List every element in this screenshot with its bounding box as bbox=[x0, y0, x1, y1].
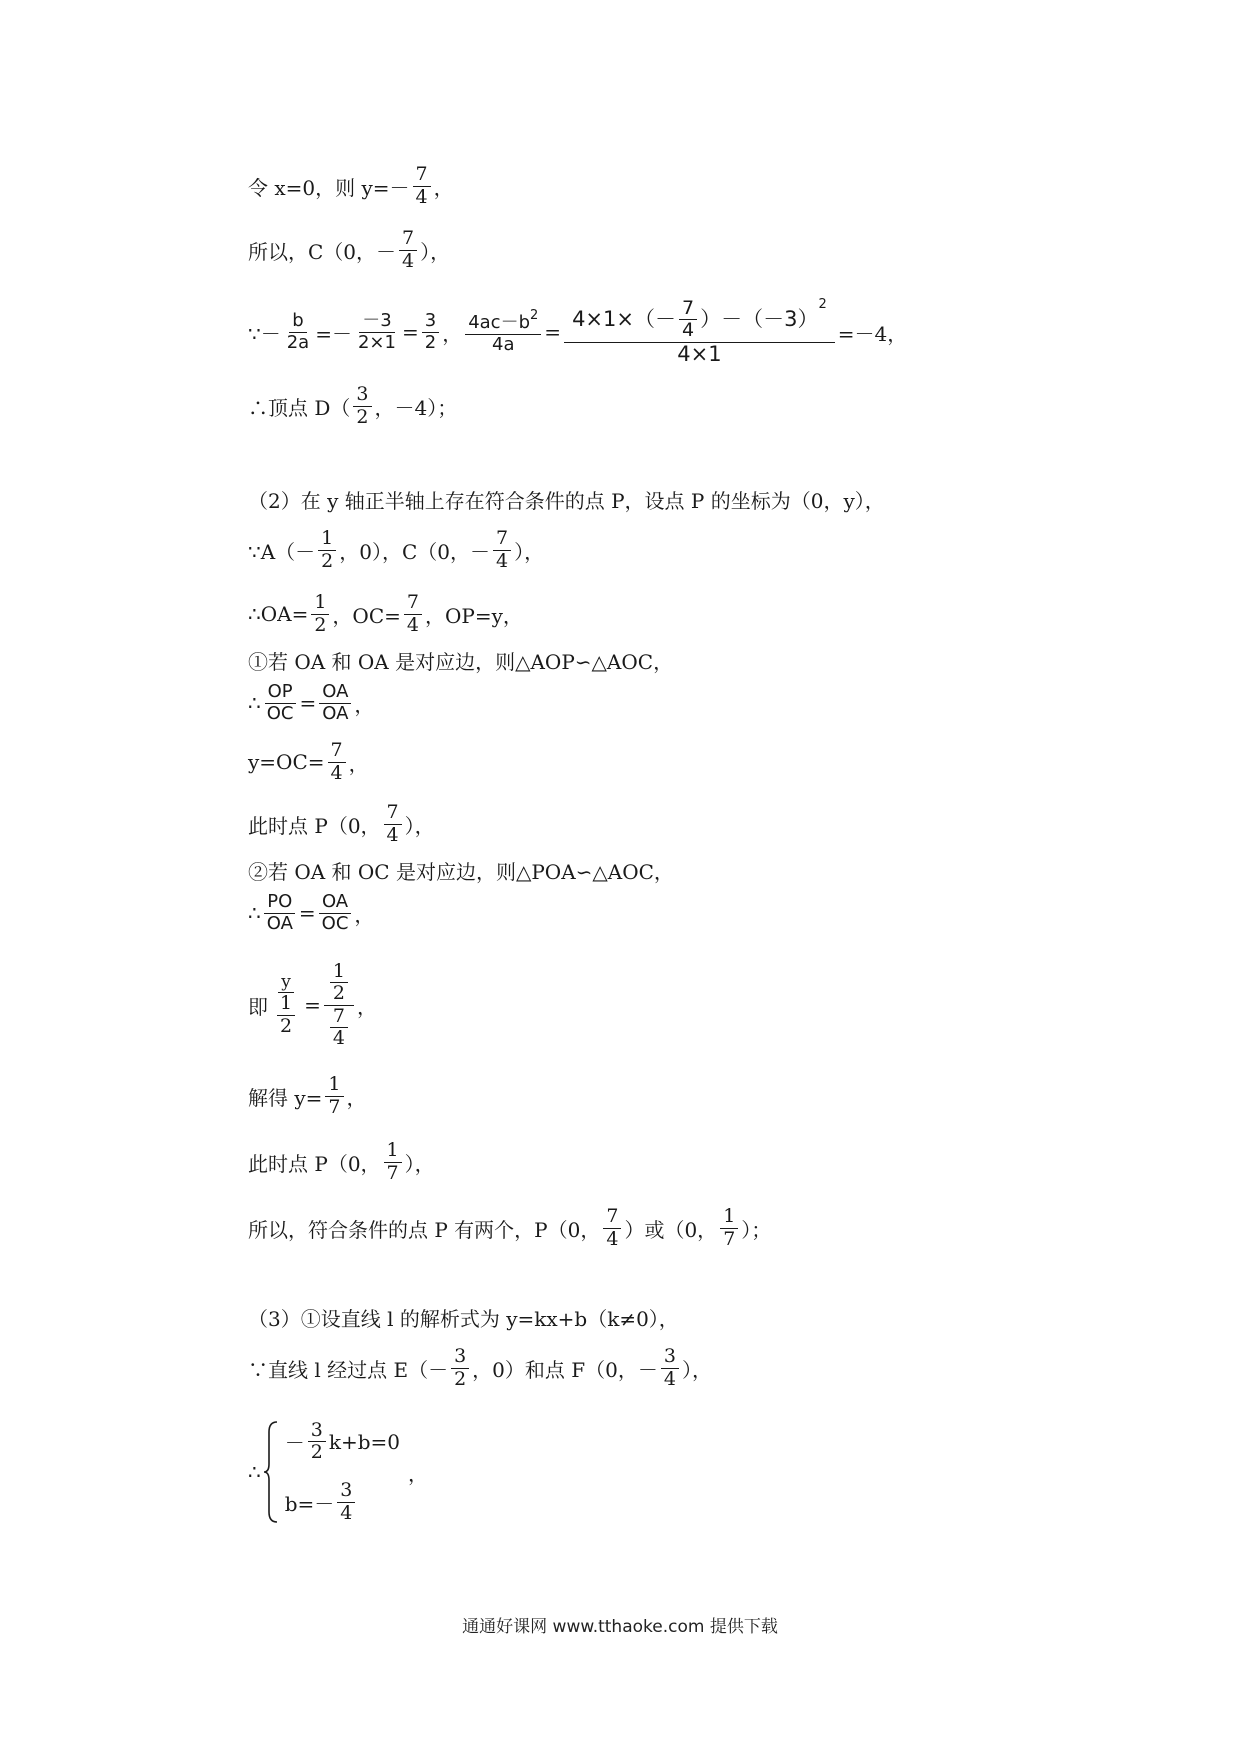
fraction: $\frac{7}{4}$ bbox=[413, 164, 431, 208]
fraction: $\frac{3}{2}$ bbox=[308, 1420, 326, 1464]
part2-heading: （2）在 y 轴正半轴上存在符合条件的点 P，设点 P 的坐标为（0，y）， bbox=[248, 488, 885, 513]
fraction: $\frac{1}{2}$ bbox=[277, 993, 295, 1037]
brace-icon bbox=[263, 1420, 279, 1524]
fraction: $\frac{7}{4}$ bbox=[384, 802, 402, 846]
fraction: $\frac{1}{2}$ bbox=[318, 528, 336, 572]
case-1-heading: ①若 OA 和 OA 是对应边，则△AOP∽△AOC， bbox=[248, 649, 674, 674]
fraction: $\frac{3}{4}$ bbox=[661, 1346, 679, 1390]
fraction: $\frac{1}{2}$ bbox=[330, 961, 348, 1005]
line-lengths: ∴OA= $\frac{1}{2}$ ，OC= $\frac{7}{4}$ ，OP=y， bbox=[248, 591, 523, 636]
point-p-case-1: 此时点 P（0， $\frac{7}{4}$ ）， bbox=[248, 801, 435, 846]
solve-y: 解得 y= $\frac{1}{7}$ ， bbox=[248, 1073, 367, 1118]
equations bbox=[285, 1420, 400, 1524]
line-points-a-c: ∵A（－ $\frac{1}{2}$ ，0），C（0，－ $\frac{7}{4}$ ）， bbox=[248, 527, 545, 572]
equation-system: ∴ － $\frac{3}{2}$ k+b=0 b=－ $\frac{3}{4}$ ， bbox=[248, 1419, 428, 1524]
fraction: $\frac{3}{4}$ bbox=[337, 1480, 355, 1524]
line-point-c: 所以，C（0，－ $\frac{7}{4}$ ）， bbox=[248, 227, 451, 272]
part3-heading: （3）①设直线 l 的解析式为 y=kx+b（k≠0）， bbox=[248, 1306, 679, 1331]
equation-1: － $\frac{3}{2}$ k+b=0 bbox=[284, 1419, 400, 1464]
complex-fraction-line: 即 $\frac{y}{\frac{1}{2}}$ = $\frac{\frac{1}{2}}{\frac{7}{4}}$ ， bbox=[248, 959, 377, 1049]
point-p-case-2: 此时点 P（0， $\frac{1}{7}$ ）， bbox=[248, 1139, 435, 1184]
line-vertex-calc: ∵－ $\frac{b}{2a}$ =－ $\frac{-3}{2\times 1}$ = $\frac{3}{2}$ ， $\frac{4ac-b^2}{4a}$ = 4×1×（－ $\frac{7}{4}$ ）－（－3） $^2$ 4×1 =－4， bbox=[248, 296, 908, 366]
fraction-large: 4×1×（－ $\frac{7}{4}$ ）－（－3） $^2$ 4×1 bbox=[564, 298, 835, 366]
fraction: $\frac{7}{4}$ bbox=[679, 298, 697, 342]
left-brace bbox=[263, 1420, 279, 1524]
fraction: $\frac{b}{2a}$ bbox=[286, 310, 310, 353]
fraction: $\frac{1}{7}$ bbox=[720, 1206, 738, 1250]
conclusion-part-2: 所以，符合条件的点 P 有两个，P（0， $\frac{7}{4}$ ）或（0， $\frac{1}{7}$ ）； bbox=[248, 1205, 772, 1250]
line-points-e-f: ∵直线 l 经过点 E（－ $\frac{3}{2}$ ，0）和点 F（0，－ $\frac{3}{4}$ ）， bbox=[248, 1345, 712, 1390]
fraction: $\frac{OA}{OA}$ bbox=[319, 682, 351, 723]
fraction: $\frac{7}{4}$ bbox=[399, 228, 417, 272]
line-y-oc: y=OC= $\frac{7}{4}$ ， bbox=[248, 739, 369, 784]
fraction: $\frac{7}{4}$ bbox=[330, 1006, 348, 1050]
fraction: $\frac{1}{2}$ bbox=[311, 592, 329, 636]
fraction: $\frac{PO}{OA}$ bbox=[264, 892, 296, 933]
ratio-case-1: ∴ $\frac{OP}{OC}$ = $\frac{OA}{OA}$ ， bbox=[248, 681, 375, 724]
fraction: $\frac{3}{2}$ bbox=[451, 1346, 469, 1390]
fraction: $\frac{1}{7}$ bbox=[384, 1140, 402, 1184]
solution-body bbox=[248, 158, 1008, 1532]
fraction: $\frac{OA}{OC}$ bbox=[319, 892, 352, 933]
fraction: $\frac{1}{7}$ bbox=[325, 1074, 343, 1118]
footer-source: 通通好课网 www.tthaoke.com 提供下载 bbox=[462, 1617, 778, 1637]
fraction: $\frac{4ac-b^2}{4a}$ bbox=[465, 309, 541, 354]
complex-fraction bbox=[324, 961, 354, 1049]
fraction: $\frac{OP}{OC}$ bbox=[264, 682, 297, 723]
fraction: $\frac{7}{4}$ bbox=[603, 1206, 621, 1250]
line-let-x-zero: 令 x=0，则 y=－ $\frac{7}{4}$ ， bbox=[248, 163, 454, 208]
fraction: $\frac{3}{2}$ bbox=[353, 384, 371, 428]
fraction: $\frac{7}{4}$ bbox=[404, 592, 422, 636]
case-2-heading: ②若 OA 和 OC 是对应边，则△POA∽△AOC， bbox=[248, 859, 674, 884]
fraction: $\frac{3}{2}$ bbox=[422, 311, 439, 352]
equation-2: b=－ $\frac{3}{4}$ bbox=[285, 1480, 400, 1524]
ratio-case-2: ∴ $\frac{PO}{OA}$ = $\frac{OA}{OC}$ ， bbox=[248, 891, 375, 934]
fraction: $\frac{-3}{2\times 1}$ bbox=[357, 310, 396, 353]
fraction: $\frac{7}{4}$ bbox=[328, 740, 346, 784]
complex-fraction: $\frac{y}{\frac{1}{2}}$ bbox=[271, 973, 301, 1037]
line-vertex-d: ∴顶点 D（ $\frac{3}{2}$ ，－4）； bbox=[248, 383, 458, 428]
fraction: $\frac{7}{4}$ bbox=[493, 528, 511, 572]
